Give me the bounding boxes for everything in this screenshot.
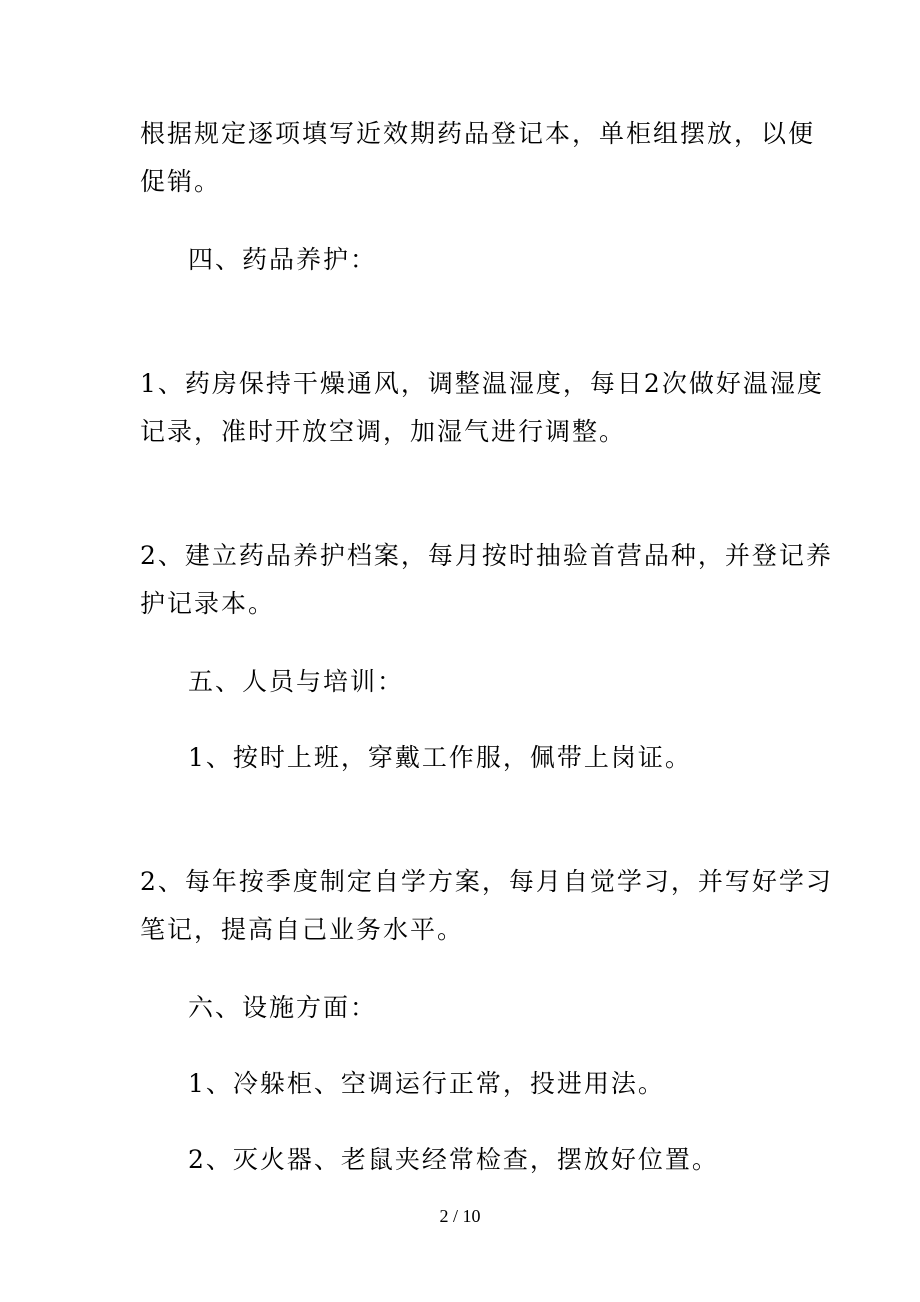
section-heading-4: 四、药品养护：: [188, 245, 378, 274]
paragraph-line: 促销。: [140, 167, 222, 196]
paragraph-line: 2、灭火器、老鼠夹经常检查，摆放好位置。: [188, 1145, 719, 1174]
paragraph-line: 笔记，提高自己业务水平。: [140, 915, 465, 944]
paragraph-line: 1、按时上班，穿戴工作服，佩带上岗证。: [188, 743, 692, 772]
page-number: 2 / 10: [439, 1206, 481, 1226]
section-heading-6: 六、设施方面：: [188, 993, 378, 1022]
paragraph-line: 1、药房保持干燥通风，调整温湿度，每日2次做好温湿度: [140, 369, 824, 398]
section-heading-5: 五、人员与培训：: [188, 667, 405, 696]
paragraph-line: 1、冷躲柜、空调运行正常，投进用法。: [188, 1069, 665, 1098]
paragraph-line: 护记录本。: [140, 589, 276, 618]
paragraph-line: 记录，准时开放空调，加湿气进行调整。: [140, 417, 627, 446]
paragraph-line: 根据规定逐项填写近效期药品登记本，单柜组摆放，以便: [140, 119, 816, 148]
paragraph-line: 2、每年按季度制定自学方案，每月自觉学习，并写好学习: [140, 867, 833, 896]
paragraph-line: 2、建立药品养护档案，每月按时抽验首营品种，并登记养: [140, 541, 833, 570]
